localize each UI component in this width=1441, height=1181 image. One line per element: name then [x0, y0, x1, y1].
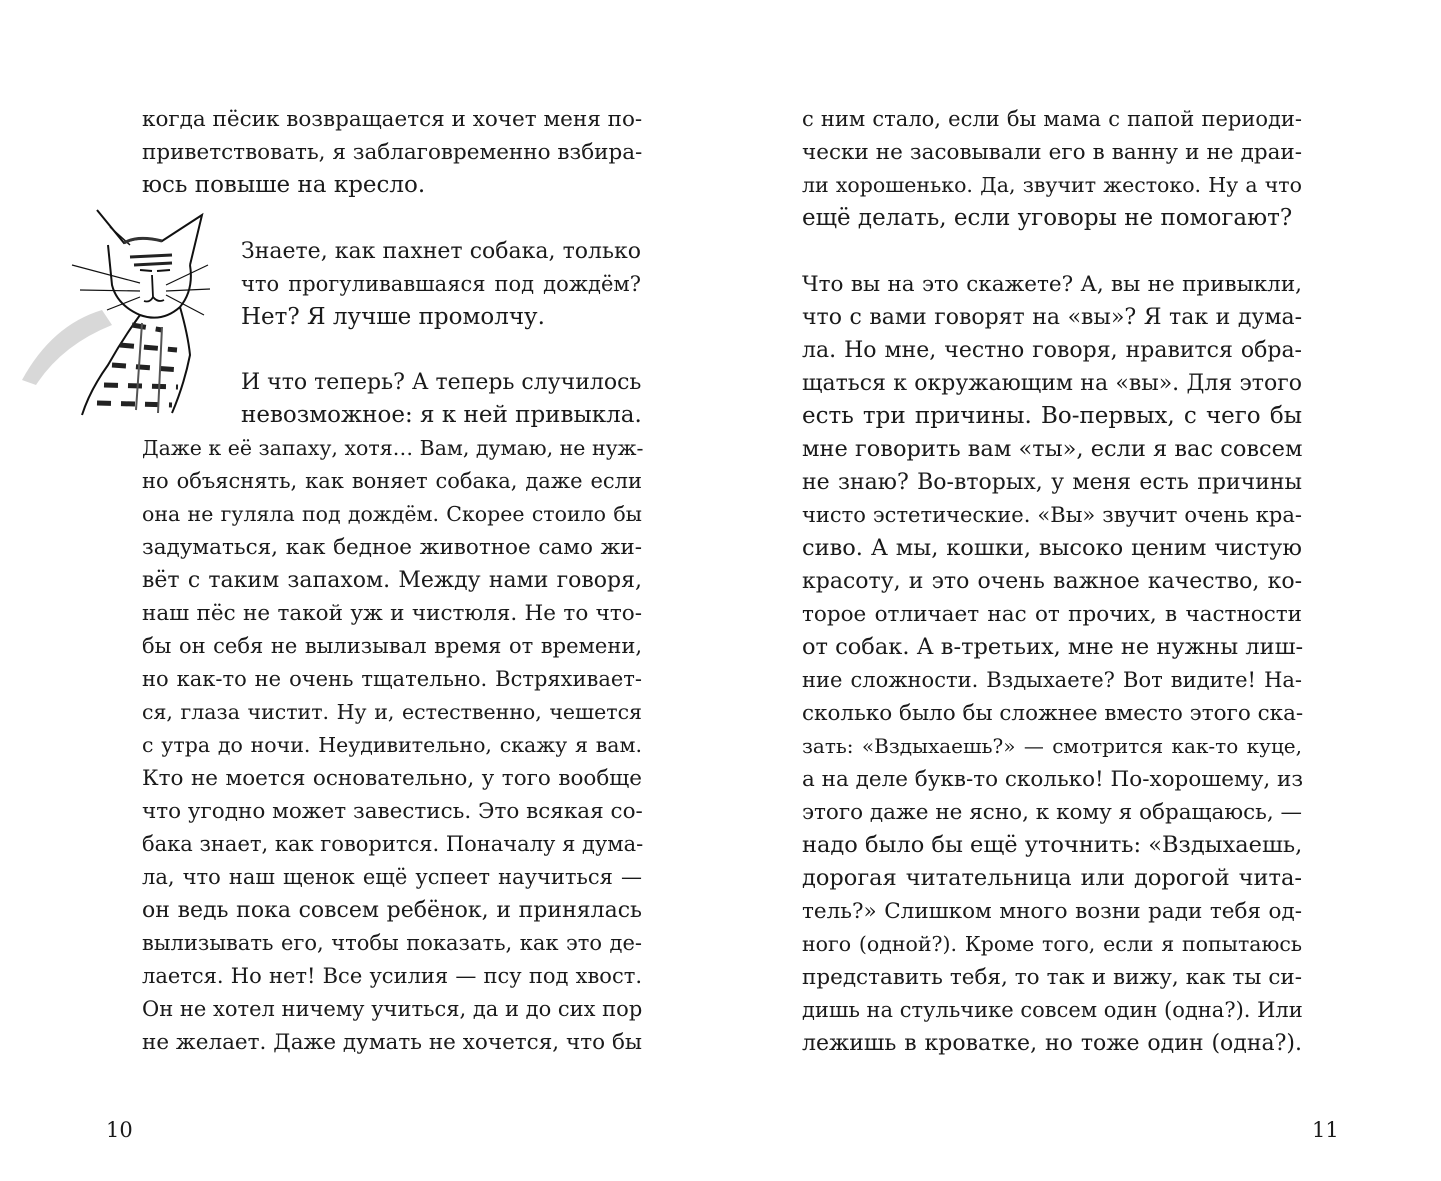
text-line: сиво. А мы, кошки, высоко ценим чистую	[802, 535, 1302, 561]
text-line: сколько было бы сложнее вместо этого ска-	[802, 701, 1304, 726]
text-line: дишь на стульчике совсем один (одна?). Или	[802, 998, 1303, 1022]
text-line: не знаю? Во-вторых, у меня есть причины	[802, 470, 1302, 495]
text-line: И что теперь? А теперь случилось	[241, 370, 642, 395]
text-line: мне говорить вам «ты», если я вас совсем	[802, 436, 1303, 462]
text-line: задуматься, как бедное животное само жи-	[142, 535, 642, 560]
text-line: от собак. А в-третьих, мне не нужны лиш-	[802, 634, 1304, 660]
text-line: ла. Но мне, честно говоря, нравится обра-	[802, 338, 1302, 363]
text-line: дорогая читательница или дорогой чита-	[802, 865, 1302, 891]
text-line: но объяснять, как воняет собака, даже если	[142, 469, 642, 493]
text-line: ся, глаза чистит. Ну и, естественно, чешется	[142, 700, 642, 724]
text-line: этого даже не ясно, к кому я обращаюсь, —	[802, 800, 1302, 825]
text-line: Что вы на это скажете? А, вы не привыкли,	[802, 272, 1302, 297]
text-line: Даже к её запаху, хотя… Вам, думаю, не нуж-	[142, 436, 644, 460]
page-number: 10	[106, 1118, 133, 1142]
text-line: тель?» Слишком много возни ради тебя од-	[802, 899, 1302, 924]
right-page	[720, 0, 1441, 1181]
text-line: чески не засовывали его в ванну и не драи-	[802, 140, 1302, 165]
text-line: торое отличает нас от прочих, в частности	[802, 602, 1302, 627]
text-line: ли хорошенько. Да, звучит жестоко. Ну а что	[802, 173, 1302, 197]
text-line: она не гуляла под дождём. Скорее стоило бы	[142, 502, 642, 526]
text-line: представить тебя, то так и вижу, как ты си-	[802, 965, 1302, 990]
text-line: ние сложности. Вздыхаете? Вот видите! На-	[802, 668, 1302, 692]
text-line: вёт с таким запахом. Между нами говоря,	[142, 568, 642, 593]
text-line: вылизывать его, чтобы показать, как это де-	[142, 931, 642, 955]
text-line: невозможное: я к ней привыкла.	[241, 402, 642, 428]
text-line: Знаете, как пахнет собака, только	[241, 239, 641, 264]
text-line: что прогуливавшаяся под дождём?	[241, 272, 641, 296]
text-line: есть три причины. Во-первых, с чего бы	[802, 403, 1302, 429]
text-line: приветствовать, я заблаговременно взбира-	[142, 140, 643, 165]
text-line: а на деле букв-то сколько! По-хорошему, из	[802, 767, 1304, 792]
text-line: когда пёсик возвращается и хочет меня по-	[142, 107, 643, 132]
text-line: не желает. Даже думать не хочется, что бы	[142, 1030, 642, 1055]
text-line: Нет? Я лучше промолчу.	[241, 304, 545, 330]
left-page	[0, 0, 720, 1181]
text-line: бака знает, как говорится. Поначалу я дума-	[142, 832, 644, 856]
text-line: ла, что наш щенок ещё успеет научиться —	[142, 865, 642, 889]
text-line: юсь повыше на кресло.	[142, 172, 426, 198]
text-line: он ведь пока совсем ребёнок, и принялась	[142, 898, 642, 923]
text-line: наш пёс не такой уж и чистюля. Не то что-	[142, 601, 642, 626]
text-line: лается. Но нет! Все усилия — псу под хвост.	[142, 964, 642, 988]
text-line: с утра до ночи. Неудивительно, скажу я вам.	[142, 733, 642, 757]
text-line: ного (одной?). Кроме того, если я попытаюсь	[802, 932, 1302, 956]
page-number: 11	[1312, 1118, 1339, 1142]
text-line: но как-то не очень тщательно. Встряхивает-	[142, 667, 642, 691]
text-line: чисто эстетические. «Вы» звучит очень кра-	[802, 503, 1302, 527]
text-line: зать: «Вздыхаешь?» — смотрится как-то куце,	[802, 734, 1302, 758]
text-line: что с вами говорят на «вы»? Я так и дума-	[802, 305, 1302, 330]
cat-illustration	[12, 205, 212, 420]
text-line: что угодно может завестись. Это всякая со-	[142, 799, 643, 824]
text-line: Он не хотел ничему учиться, да и до сих пор	[142, 997, 643, 1021]
text-line: ещё делать, если уговоры не помогают?	[802, 205, 1293, 231]
text-line: щаться к окружающим на «вы». Для этого	[802, 371, 1302, 396]
text-line: бы он себя не вылизывал время от времени,	[142, 634, 642, 658]
text-line: с ним стало, если бы мама с папой периоди-	[802, 107, 1302, 131]
text-line: красоту, и это очень важное качество, ко-	[802, 569, 1302, 594]
text-line: лежишь в кроватке, но тоже один (одна?).	[802, 1031, 1302, 1056]
text-line: надо было бы ещё уточнить: «Вздыхаешь,	[802, 832, 1303, 858]
text-line: Кто не моется основательно, у того вообще	[142, 766, 642, 791]
